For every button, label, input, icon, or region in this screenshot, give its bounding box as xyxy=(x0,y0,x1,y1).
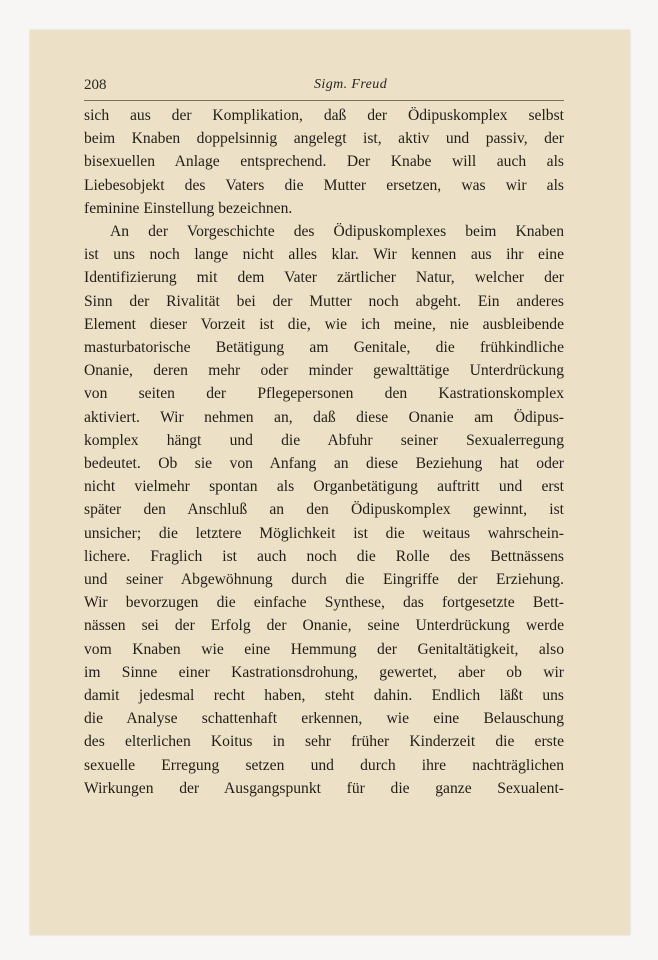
text-line: bisexuellen Anlage entsprechend. Der Knabe will auch als xyxy=(84,153,564,171)
text-line: Element dieser Vorzeit ist die, wie ich meine, nie ausbleibende xyxy=(84,315,564,333)
text-line: An der Vorgeschichte des Ödipuskomplexes beim Knaben xyxy=(110,223,564,241)
text-line: sich aus der Komplikation, daß der Ödipuskomplex selbst xyxy=(84,107,564,124)
text-line: sexuelle Erregung setzen und durch ihre nachträglichen xyxy=(84,756,564,774)
running-head: Sigm. Freud xyxy=(314,77,388,92)
text-line: von seiten der Pflegepersonen den Kastrationskomplex xyxy=(84,385,564,403)
body-text xyxy=(84,104,564,800)
text-line: später den Anschluß an den Ödipuskomplex gewinnt, ist xyxy=(84,501,564,519)
text-line: Liebesobjekt des Vaters die Mutter ersetzen, was wir als xyxy=(84,176,564,194)
text-line: im Sinne einer Kastrationsdrohung, gewertet, aber ob wir xyxy=(84,663,564,681)
text-line: Identifizierung mit dem Vater zärtlicher Natur, welcher der xyxy=(84,269,564,287)
text-line: bedeutet. Ob sie von Anfang an diese Beziehung hat oder xyxy=(84,455,564,473)
text-line: beim Knaben doppelsinnig angelegt ist, aktiv und passiv, der xyxy=(84,130,564,148)
text-line: damit jedesmal recht haben, steht dahin. Endlich läßt uns xyxy=(84,687,564,705)
header-rule xyxy=(84,100,564,101)
text-line: masturbatorische Betätigung am Genitale, die frühkindliche xyxy=(84,339,564,357)
text-line: Wir bevorzugen die einfache Synthese, das fortgesetzte Bett- xyxy=(84,594,564,612)
text-line: nicht vielmehr spontan als Organbetätigung auftritt und erst xyxy=(84,478,564,496)
text-line: lichere. Fraglich ist auch noch die Rolle des Bettnässens xyxy=(84,547,564,565)
text-line: aktiviert. Wir nehmen an, daß diese Onanie am Ödipus- xyxy=(84,408,564,426)
text-line: und seiner Abgewöhnung durch die Eingriffe der Erziehung. xyxy=(84,571,564,589)
text-line: Sinn der Rivalität bei der Mutter noch abgeht. Ein anderes xyxy=(84,292,564,310)
text-line: ist uns noch lange nicht alles klar. Wir kennen aus ihr eine xyxy=(84,246,564,264)
page-header xyxy=(84,75,564,101)
text-line: die Analyse schattenhaft erkennen, wie eine Belauschung xyxy=(84,710,564,728)
text-line: feminine Einstellung bezeichnen. xyxy=(84,199,293,217)
page-number: 208 xyxy=(84,77,107,93)
text-line: komplex hängt und die Abfuhr seiner Sexualerregung xyxy=(84,431,564,449)
text-line: Onanie, deren mehr oder minder gewalttätige Unterdrückung xyxy=(84,362,564,380)
text-line: vom Knaben wie eine Hemmung der Genitaltätigkeit, also xyxy=(84,640,564,658)
text-line: des elterlichen Koitus in sehr früher Kinderzeit die erste xyxy=(84,733,564,751)
text-line: Wirkungen der Ausgangspunkt für die ganze Sexualent- xyxy=(84,779,564,797)
text-line: nässen sei der Erfolg der Onanie, seine Unterdrückung werde xyxy=(84,617,564,635)
text-line: unsicher; die letztere Möglichkeit ist die weitaus wahrschein- xyxy=(84,524,564,542)
